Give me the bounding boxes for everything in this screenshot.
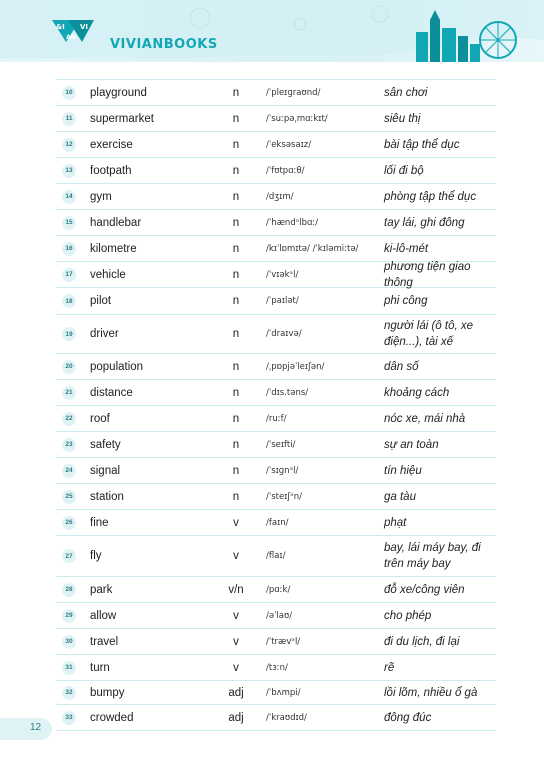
vocab-word: safety <box>90 438 121 451</box>
vietnamese-meaning: phòng tập thể dục <box>384 190 477 203</box>
row-number-badge: 25 <box>62 490 76 504</box>
vocab-row <box>56 629 496 655</box>
pronunciation: /ˈseɪfti/ <box>266 439 296 450</box>
row-number-badge: 19 <box>62 327 76 341</box>
vocab-row <box>56 354 496 380</box>
pronunciation: /ruːf/ <box>266 413 287 424</box>
svg-text:AN: AN <box>66 34 76 41</box>
row-number-badge: 11 <box>62 112 76 126</box>
vocab-word: roof <box>90 412 110 425</box>
vietnamese-meaning: siêu thị <box>384 112 421 125</box>
pronunciation: /ˈeksəsaɪz/ <box>266 139 312 150</box>
vocab-row <box>56 210 496 236</box>
vietnamese-meaning: khoảng cách <box>384 386 450 399</box>
pronunciation: /pɑːk/ <box>266 584 291 595</box>
row-number-badge: 22 <box>62 412 76 426</box>
part-of-speech: n <box>232 328 240 340</box>
pronunciation: /əˈlaʊ/ <box>266 610 293 621</box>
vocab-word: driver <box>90 328 119 340</box>
pronunciation: /ˈhændᵊlbɑː/ <box>266 217 319 228</box>
vocab-row <box>56 106 496 132</box>
row-number-badge: 10 <box>62 86 76 100</box>
vocab-word: park <box>90 583 113 596</box>
city-skyline-icon <box>406 6 526 62</box>
vocab-row <box>56 132 496 158</box>
vocab-word: bumpy <box>90 686 125 699</box>
vietnamese-meaning: người lái (ô tô, xe điện...), tài xế <box>384 320 474 348</box>
vietnamese-meaning: sân chơi <box>384 86 428 99</box>
row-number-badge: 33 <box>62 711 76 725</box>
vocab-row <box>56 432 496 458</box>
part-of-speech: n <box>232 268 240 281</box>
part-of-speech: n <box>232 112 240 125</box>
vocab-row <box>56 288 496 315</box>
vietnamese-meaning: phương tiện giao thông <box>384 260 471 289</box>
part-of-speech: n <box>232 138 240 151</box>
vietnamese-meaning: nóc xe, mái nhà <box>384 412 466 425</box>
vocab-word: footpath <box>90 164 132 177</box>
part-of-speech: v <box>233 609 239 622</box>
vocab-word: kilometre <box>90 242 137 255</box>
vietnamese-meaning: tay lái, ghi đông <box>384 216 465 229</box>
part-of-speech: n <box>232 86 240 99</box>
vivianbooks-logo <box>50 18 96 44</box>
vocab-row <box>56 315 496 354</box>
pronunciation: /ˈpaɪlət/ <box>266 296 299 306</box>
vocab-row <box>56 262 496 288</box>
vocab-word: fly <box>90 550 102 562</box>
part-of-speech: n <box>232 464 240 477</box>
vietnamese-meaning: đông đúc <box>384 711 432 724</box>
row-number-badge: 15 <box>62 216 76 230</box>
vocab-word: playground <box>90 86 147 99</box>
vietnamese-meaning: tín hiệu <box>384 464 422 477</box>
vietnamese-meaning: dân số <box>384 360 419 373</box>
part-of-speech: adj <box>228 711 244 724</box>
vietnamese-meaning: cho phép <box>384 609 432 622</box>
pronunciation: /ˈsteɪʃᵊn/ <box>266 491 303 502</box>
row-number-badge: 21 <box>62 386 76 400</box>
page-number-tab <box>0 718 52 740</box>
vocabulary-table <box>56 79 496 731</box>
pronunciation: /ˈvɪəkᵊl/ <box>266 269 299 280</box>
vietnamese-meaning: đi du lịch, đi lại <box>384 635 460 648</box>
pronunciation: /ˈdraɪvə/ <box>266 329 302 339</box>
vietnamese-meaning: phi công <box>384 295 428 307</box>
pronunciation: /ˈsɪɡnᵊl/ <box>266 465 299 476</box>
part-of-speech: v <box>233 635 239 648</box>
vocab-word: population <box>90 360 144 373</box>
vocab-word: fine <box>90 516 109 529</box>
vocab-row <box>56 577 496 603</box>
row-number-badge: 32 <box>62 686 76 700</box>
vocab-word: distance <box>90 386 133 399</box>
vocab-row <box>56 184 496 210</box>
brand-name: VIVIANBOOKS <box>110 37 218 52</box>
vocab-word: crowded <box>90 711 134 724</box>
row-number-badge: 23 <box>62 438 76 452</box>
pronunciation: /ˈkraʊdɪd/ <box>266 712 307 723</box>
svg-text:VI: VI <box>80 23 89 31</box>
part-of-speech: v <box>233 550 239 562</box>
row-number-badge: 29 <box>62 609 76 623</box>
pronunciation: /faɪn/ <box>266 517 289 528</box>
vietnamese-meaning: ga tàu <box>384 490 416 503</box>
vocab-word: exercise <box>90 138 133 151</box>
vocab-row <box>56 458 496 484</box>
page-number: 12 <box>30 722 42 733</box>
vocab-row <box>56 655 496 681</box>
part-of-speech: n <box>232 295 240 307</box>
page-header <box>0 0 544 62</box>
row-number-badge: 18 <box>62 294 76 308</box>
vocab-word: allow <box>90 609 117 622</box>
vietnamese-meaning: bài tập thể dục <box>384 138 460 151</box>
vocab-row <box>56 380 496 406</box>
svg-text:&I: &I <box>56 23 65 31</box>
row-number-badge: 27 <box>62 549 76 563</box>
row-number-badge: 30 <box>62 635 76 649</box>
row-number-badge: 16 <box>62 242 76 256</box>
part-of-speech: v <box>233 661 239 674</box>
pronunciation: /dʒɪm/ <box>266 191 294 202</box>
vocab-word: turn <box>90 661 110 674</box>
pronunciation: /ˈpleɪɡraʊnd/ <box>266 87 321 98</box>
part-of-speech: n <box>232 490 240 503</box>
pronunciation: /ˈbʌmpi/ <box>266 687 301 698</box>
vocab-row <box>56 484 496 510</box>
part-of-speech: adj <box>228 686 244 699</box>
pronunciation: /kɪˈlɒmɪtə/ /ˈkɪləmiːtə/ <box>266 243 359 254</box>
row-number-badge: 20 <box>62 360 76 374</box>
vocab-row <box>56 158 496 184</box>
vietnamese-meaning: phạt <box>384 516 407 529</box>
part-of-speech: n <box>232 242 240 255</box>
vocab-row <box>56 510 496 536</box>
vocab-row <box>56 603 496 629</box>
pronunciation: /ˈsuːpəˌmɑːkɪt/ <box>266 113 328 124</box>
vietnamese-meaning: lối đi bộ <box>384 164 424 177</box>
row-number-badge: 17 <box>62 268 76 282</box>
vocab-word: handlebar <box>90 216 142 229</box>
part-of-speech: n <box>232 164 240 177</box>
vocab-word: pilot <box>90 295 112 307</box>
vietnamese-meaning: sự an toàn <box>384 438 439 451</box>
pronunciation: /tɜːn/ <box>266 662 288 673</box>
vocab-word: signal <box>90 464 121 477</box>
pronunciation: /flaɪ/ <box>266 551 286 561</box>
pronunciation: /ˌpɒpjəˈleɪʃən/ <box>266 361 325 372</box>
vocab-row <box>56 406 496 432</box>
part-of-speech: n <box>232 360 240 373</box>
part-of-speech: n <box>232 386 240 399</box>
vocab-row <box>56 705 496 731</box>
part-of-speech: n <box>232 190 240 203</box>
row-number-badge: 26 <box>62 516 76 530</box>
vocab-word: travel <box>90 635 119 648</box>
vocab-row <box>56 681 496 705</box>
part-of-speech: n <box>232 216 240 229</box>
pronunciation: /ˈdɪs.təns/ <box>266 387 309 398</box>
row-number-badge: 12 <box>62 138 76 152</box>
vietnamese-meaning: đỗ xe/công viên <box>384 583 465 596</box>
part-of-speech: n <box>232 438 240 451</box>
row-number-badge: 28 <box>62 583 76 597</box>
vocab-word: vehicle <box>90 268 126 281</box>
vietnamese-meaning: bay, lái máy bay, đi trên máy bay <box>384 542 481 570</box>
pronunciation: /ˈfʊtpɑːθ/ <box>266 165 305 176</box>
vocab-word: station <box>90 490 124 503</box>
part-of-speech: v <box>233 516 239 529</box>
part-of-speech: v/n <box>228 583 244 596</box>
vocab-row <box>56 79 496 106</box>
row-number-badge: 31 <box>62 661 76 675</box>
vietnamese-meaning: ki-lô-mét <box>384 242 429 255</box>
row-number-badge: 14 <box>62 190 76 204</box>
vocab-word: gym <box>90 190 112 203</box>
row-number-badge: 13 <box>62 164 76 178</box>
vietnamese-meaning: lồi lõm, nhiều ổ gà <box>384 686 478 699</box>
vocab-word: supermarket <box>90 112 154 125</box>
vocab-row <box>56 536 496 577</box>
part-of-speech: n <box>232 412 240 425</box>
vietnamese-meaning: rẽ <box>384 661 395 674</box>
row-number-badge: 24 <box>62 464 76 478</box>
pronunciation: /ˈtrævᵊl/ <box>266 636 301 647</box>
